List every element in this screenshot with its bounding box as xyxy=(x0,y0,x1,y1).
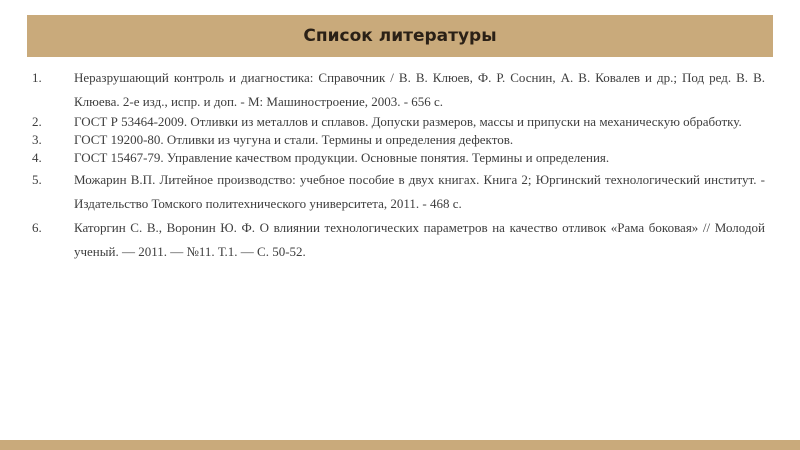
reference-text: Неразрушающий контроль и диагностика: Справочник / В. В. Клюев, Ф. Р. Соснин, А. В. Ковалев и др.; Под ред. В. В. Клюева. 2-е изд., испр. и доп. - М: Машиностроение, 2003. - 656 с. xyxy=(74,70,765,109)
reference-number: 3. xyxy=(32,132,42,147)
reference-text: Каторгин С. В., Воронин Ю. Ф. О влиянии технологических параметров на качество отливок «Рама боковая» // Молодой ученый. — 2011. — №11. Т.1. — С. 50-52. xyxy=(74,220,765,259)
page-title: Список литературы xyxy=(303,26,497,46)
reference-number: 6. xyxy=(32,220,42,235)
reference-item xyxy=(30,150,765,166)
reference-text: Можарин В.П. Литейное производство: учебное пособие в двух книгах. Книга 2; Юргинский технологический институт. - Издательство Томского политехнического университета, 2011. - 468 с. xyxy=(74,172,765,211)
reference-item xyxy=(30,132,765,148)
reference-text: ГОСТ 15467-79. Управление качеством продукции. Основные понятия. Термины и определения. xyxy=(74,150,610,165)
reference-item xyxy=(30,66,765,114)
reference-number: 4. xyxy=(32,150,42,165)
reference-number: 2. xyxy=(32,114,42,129)
reference-number: 5. xyxy=(32,172,42,187)
bottom-accent-band xyxy=(0,440,800,450)
reference-text: ГОСТ Р 53464-2009. Отливки из металлов и сплавов. Допуски размеров, массы и припуски на механическую обработку. xyxy=(74,114,742,129)
reference-item xyxy=(30,216,765,264)
title-bar xyxy=(27,15,773,57)
reference-list xyxy=(30,66,765,264)
reference-number: 1. xyxy=(32,70,42,85)
reference-text: ГОСТ 19200-80. Отливки из чугуна и стали. Термины и определения дефектов. xyxy=(74,132,514,147)
reference-item xyxy=(30,114,765,130)
reference-item xyxy=(30,168,765,216)
